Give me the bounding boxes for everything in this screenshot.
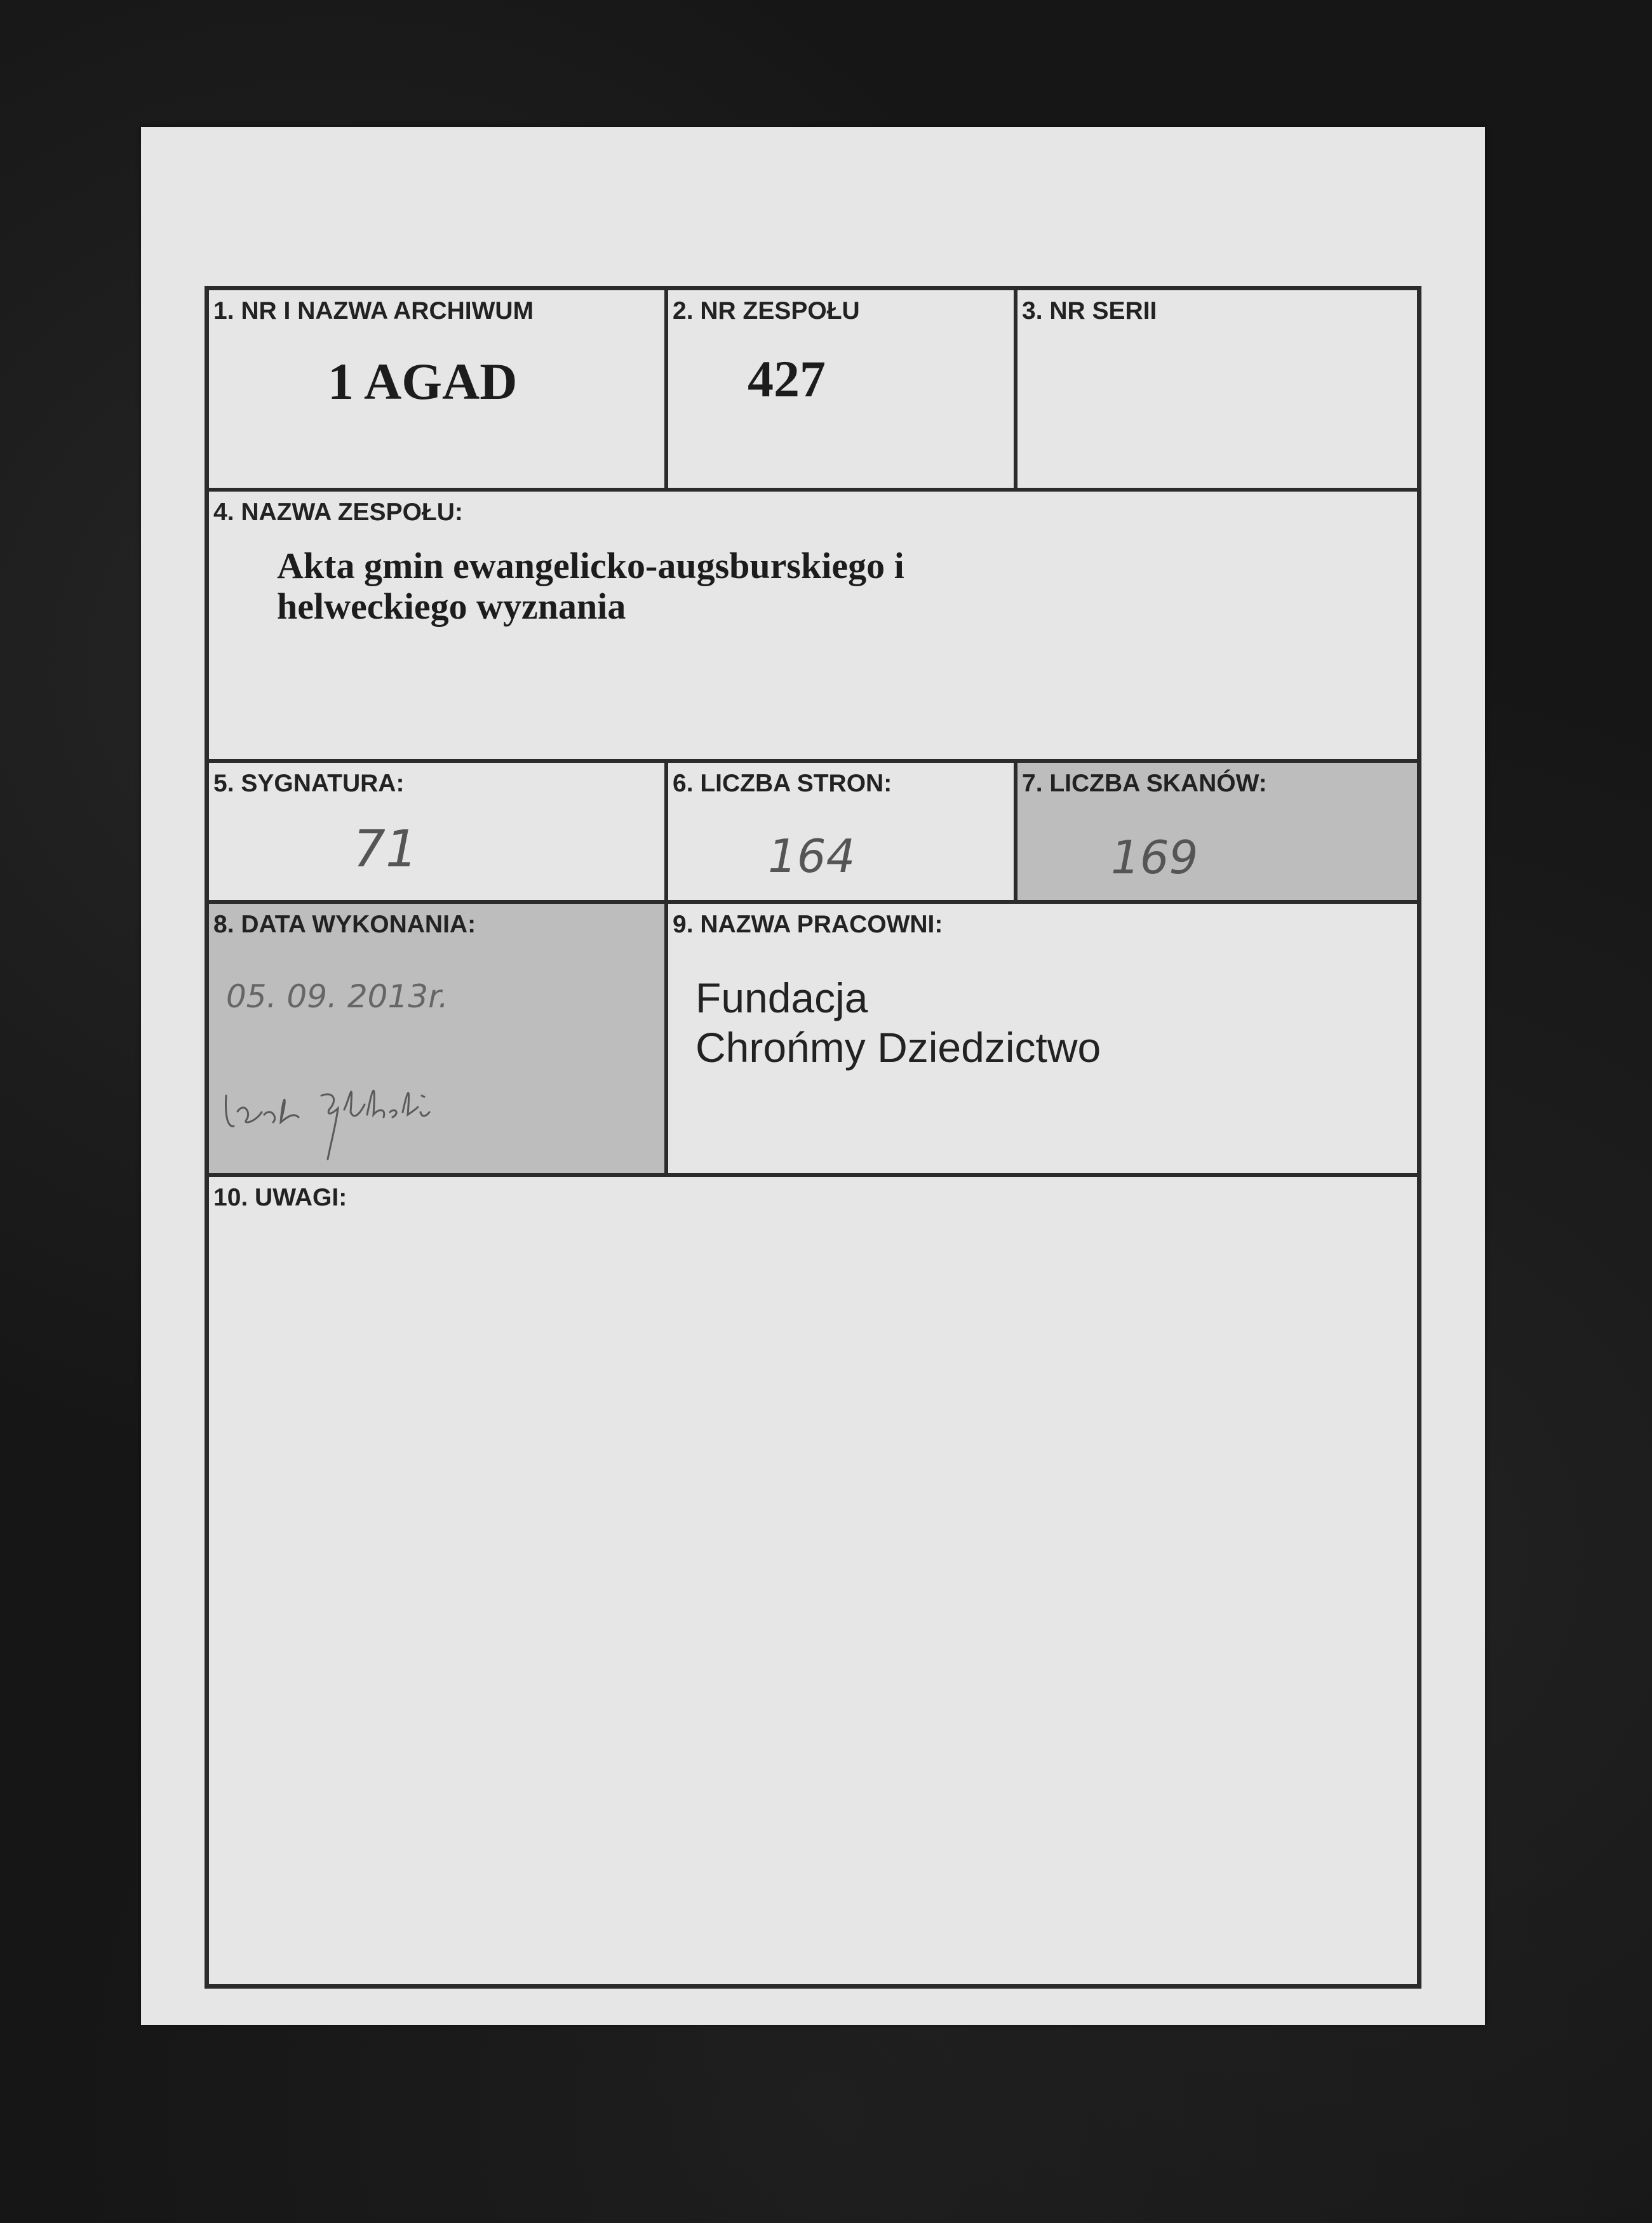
row-divider-4 (205, 1173, 1421, 1177)
field-series-number (1016, 288, 1419, 490)
form-border-top (205, 286, 1421, 290)
workshop-line-2: Chrońmy Dziedzictwo (695, 1024, 1101, 1071)
field-workshop-name (666, 902, 1419, 1175)
col-divider-row1-b (1014, 286, 1017, 490)
row-divider-1 (205, 488, 1421, 492)
field-scan-count (1016, 761, 1419, 902)
field-fonds-name-label: 4. NAZWA ZESPOŁU: (213, 499, 463, 526)
field-signature-ref (207, 761, 666, 902)
col-divider-row1-a (664, 286, 668, 490)
field-page-count-label: 6. LICZBA STRON: (673, 770, 892, 797)
col-divider-row3-a (664, 759, 668, 904)
handwritten-signature (220, 1051, 487, 1165)
field-page-count-value: 164 (768, 829, 856, 883)
form-border-bottom (205, 1984, 1421, 1989)
field-archive-name-label: 1. NR I NAZWA ARCHIWUM (213, 297, 534, 325)
field-workshop-name-label: 9. NAZWA PRACOWNI: (673, 911, 943, 938)
field-fonds-name-value (277, 546, 904, 627)
field-remarks (207, 1175, 1419, 1987)
row-divider-3 (205, 900, 1421, 904)
field-series-number-label: 3. NR SERII (1022, 297, 1157, 325)
field-date-done (207, 902, 666, 1175)
field-signature-ref-value: 71 (353, 819, 418, 878)
row-divider-2 (205, 759, 1421, 763)
field-scan-count-value: 169 (1111, 831, 1199, 884)
fonds-name-line-1: Akta gmin ewangelicko-augsburskiego i (277, 545, 904, 586)
col-divider-row4 (664, 900, 668, 1177)
field-fonds-name (207, 490, 1419, 761)
archive-form-sheet (141, 127, 1485, 2025)
col-divider-row3-b (1014, 759, 1017, 904)
field-scan-count-label: 7. LICZBA SKANÓW: (1022, 770, 1267, 797)
form-border-right (1417, 286, 1421, 1989)
field-archive-name (207, 288, 666, 490)
field-fonds-number (666, 288, 1016, 490)
field-date-done-value: 05. 09. 2013r. (226, 978, 448, 1015)
workshop-line-1: Fundacja (695, 974, 868, 1021)
field-remarks-label: 10. UWAGI: (213, 1184, 347, 1211)
fonds-name-line-2: helweckiego wyznania (277, 586, 626, 627)
field-signature-ref-label: 5. SYGNATURA: (213, 770, 405, 797)
form-border-left (205, 286, 209, 1989)
field-date-done-label: 8. DATA WYKONANIA: (213, 911, 476, 938)
field-archive-name-value: 1 AGAD (328, 353, 518, 410)
field-fonds-number-label: 2. NR ZESPOŁU (673, 297, 860, 325)
field-page-count (666, 761, 1016, 902)
field-workshop-name-value (695, 973, 1101, 1072)
field-fonds-number-value: 427 (748, 350, 826, 408)
